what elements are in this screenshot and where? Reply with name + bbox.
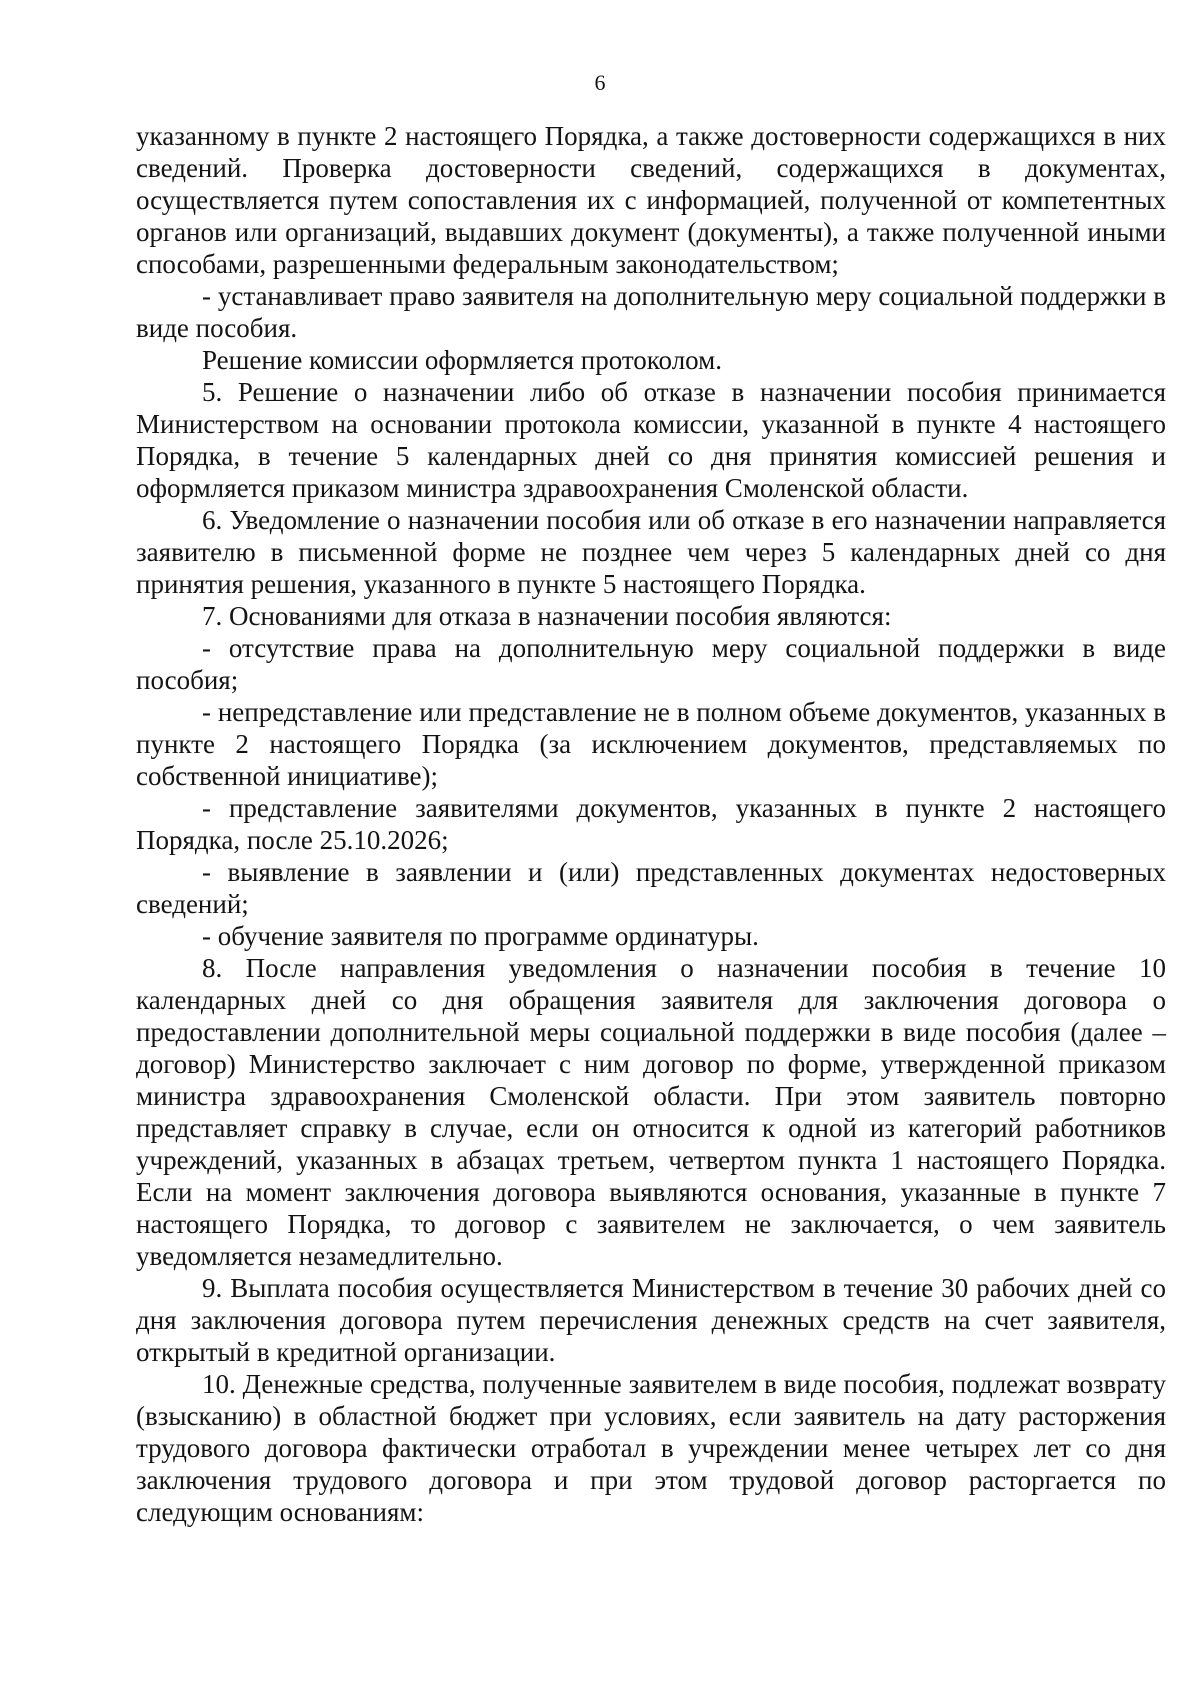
- refusal-reason-residency-training: - обучение заявителя по программе ординатуры.: [202, 921, 759, 951]
- paragraph-establishes-right: - устанавливает право заявителя на дополнительную меру социальной поддержки в виде пособия.: [136, 281, 1166, 343]
- page-number: 6: [594, 70, 606, 95]
- paragraph-item-6: 6. Уведомление о назначении пособия или об отказе в его назначении направляется заявителю в письменной форме не позднее чем через 5 календарных дней со дня принятия решения, указанного в пункте 5 настоящего Порядка.: [136, 505, 1166, 599]
- document-body: [136, 120, 1166, 1528]
- refusal-reason-false-information: - выявление в заявлении и (или) представленных документах недостоверных сведений;: [136, 857, 1166, 919]
- paragraph-item-7: 7. Основаниями для отказа в назначении пособия являются:: [202, 601, 892, 631]
- paragraph-item-5: 5. Решение о назначении либо об отказе в назначении пособия принимается Министерством на основании протокола комиссии, указанной в пункте 4 настоящего Порядка, в течение 5 календарных дней со дня принятия комиссией решения и оформляется приказом министра здравоохранения Смоленской области.: [136, 377, 1166, 503]
- paragraph-item-9: 9. Выплата пособия осуществляется Министерством в течение 30 рабочих дней со дня заключения договора путем перечисления денежных средств на счет заявителя, открытый в кредитной организации.: [136, 1273, 1166, 1367]
- refusal-reason-no-right: - отсутствие права на дополнительную меру социальной поддержки в виде пособия;: [136, 633, 1166, 695]
- paragraph-item-8: 8. После направления уведомления о назначении пособия в течение 10 календарных дней со дня обращения заявителя для заключения договора о предоставлении дополнительной меры социальной поддержки в виде пособия (далее – договор) Министерство заключает с ним договор по форме, утвержденной приказом министра здравоохранения Смоленской области. При этом заявитель повторно представляет справку в случае, если он относится к одной из категорий работников учреждений, указанных в абзацах третьем, четвертом пункта 1 настоящего Порядка. Если на момент заключения договора выявляются основания, указанные в пункте 7 настоящего Порядка, то договор с заявителем не заключается, о чем заявитель уведомляется незамедлительно.: [136, 953, 1166, 1271]
- refusal-reason-late-submission: - представление заявителями документов, указанных в пункте 2 настоящего Порядка, после 25.10.2026;: [136, 793, 1166, 855]
- paragraph-item-10: 10. Денежные средства, полученные заявителем в виде пособия, подлежат возврату (взысканию) в областной бюджет при условиях, если заявитель на дату расторжения трудового договора фактически отработал в учреждении менее четырех лет со дня заключения трудового договора и при этом трудовой договор расторгается по следующим основаниям:: [136, 1369, 1166, 1527]
- paragraph-commission-protocol: Решение комиссии оформляется протоколом.: [202, 345, 722, 375]
- paragraph-verification-continued: указанному в пункте 2 настоящего Порядка, а также достоверности содержащихся в них сведений. Проверка достоверности сведений, содержащихся в документах, осуществляется путем сопоставления их с информацией, полученной от компетентных органов или организаций, выдавших документ (документы), а также полученной иными способами, разрешенными федеральным законодательством;: [136, 121, 1166, 279]
- refusal-reason-incomplete-documents: - непредставление или представление не в полном объеме документов, указанных в пункте 2 настоящего Порядка (за исключением документов, представляемых по собственной инициативе);: [136, 697, 1166, 791]
